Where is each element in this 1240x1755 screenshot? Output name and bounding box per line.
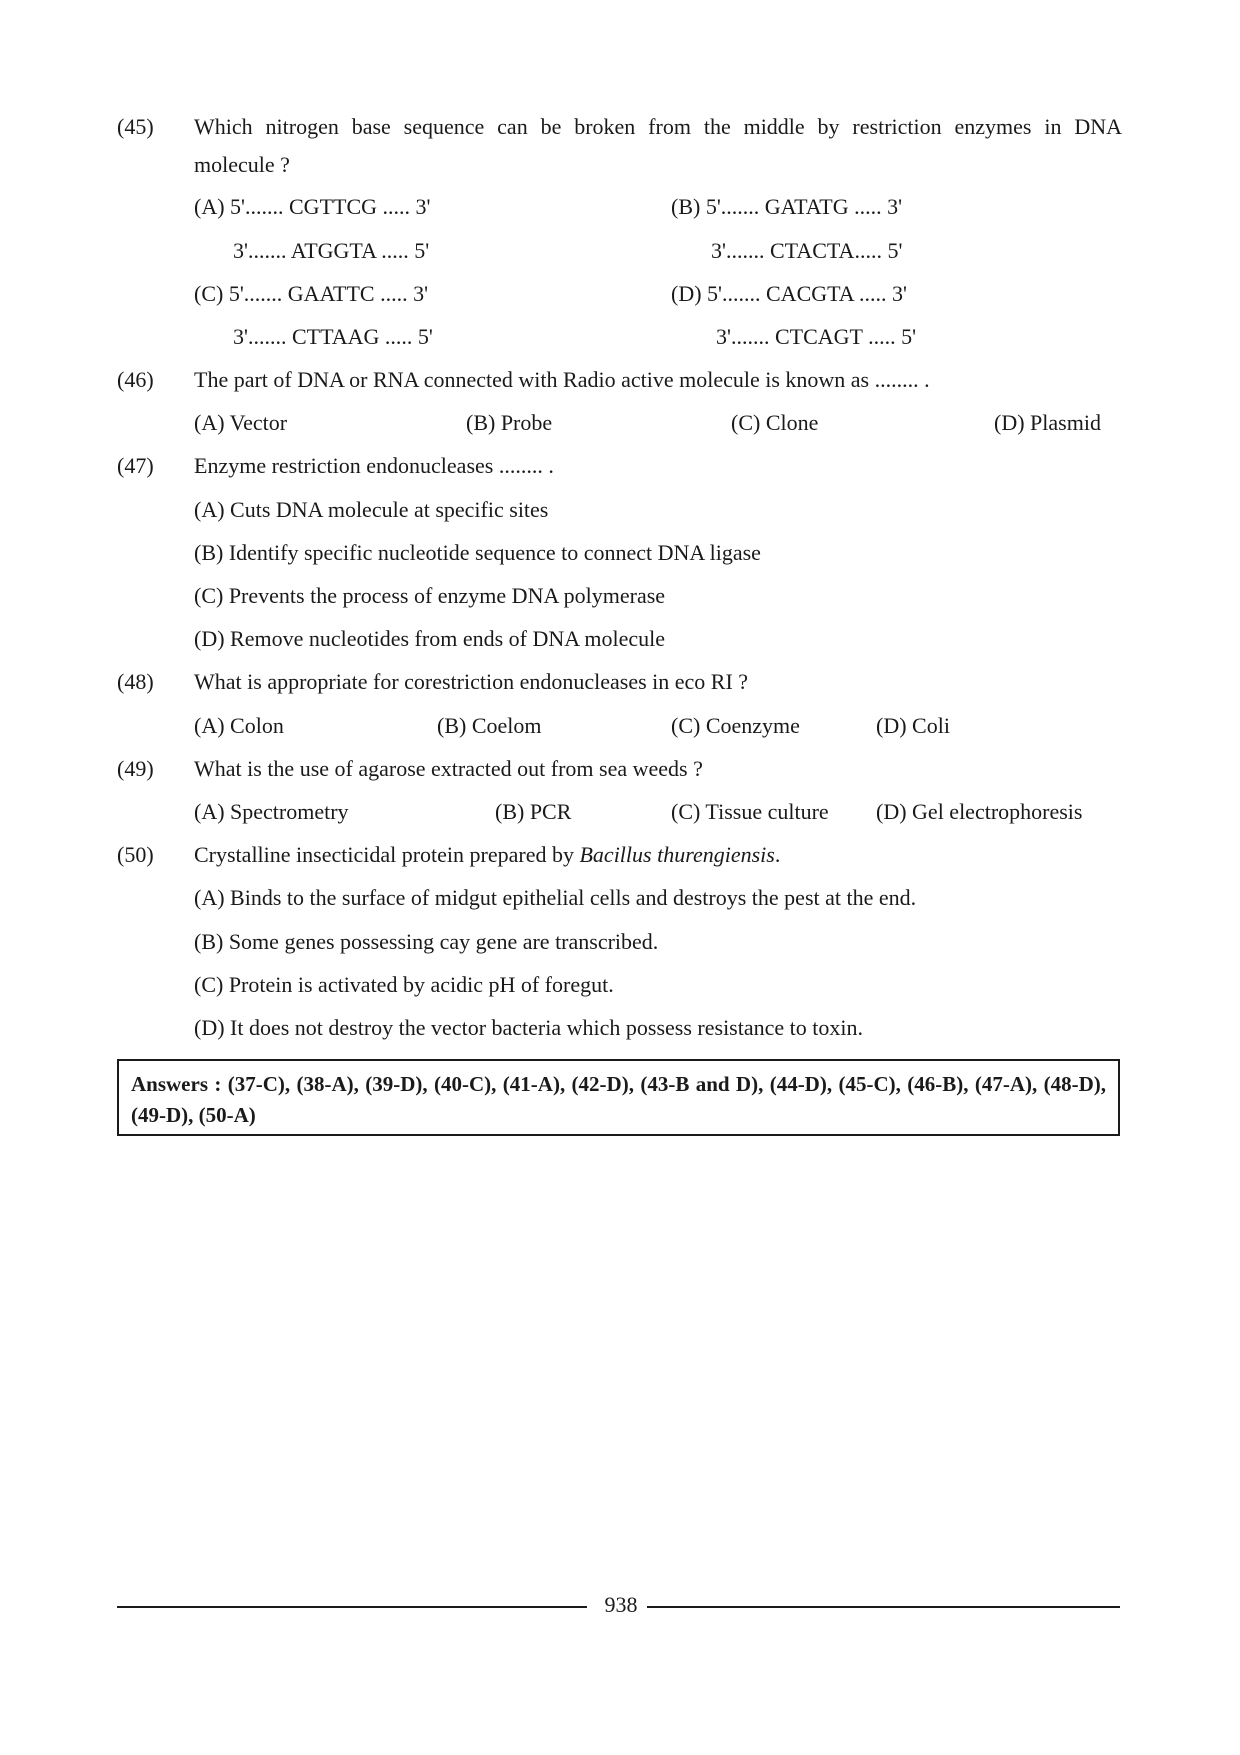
- question-47-option-c: (C) Prevents the process of enzyme DNA polymerase: [194, 583, 666, 608]
- question-50-option-a: (A) Binds to the surface of midgut epithelial cells and destroys the pest at the end.: [194, 885, 917, 910]
- question-47-number: (47): [117, 453, 154, 478]
- question-45-option-c-line2: 3'....... CTTAAG ..... 5': [233, 324, 433, 349]
- page-number: 938: [604, 1592, 638, 1617]
- question-49-option-c: (C) Tissue culture: [671, 799, 829, 824]
- question-45-option-a-line1: (A) 5'....... CGTTCG ..... 3': [194, 194, 431, 219]
- question-47-text: Enzyme restriction endonucleases ........ .: [194, 453, 554, 478]
- question-49-option-d: (D) Gel electrophoresis: [876, 799, 1083, 824]
- question-49-option-b: (B) PCR: [495, 799, 572, 824]
- question-45-number: (45): [117, 114, 154, 139]
- question-50-text-prefix: Crystalline insecticidal protein prepared by: [194, 842, 580, 867]
- question-48-option-b: (B) Coelom: [437, 713, 542, 738]
- question-46-option-a: (A) Vector: [194, 410, 288, 435]
- question-50-option-c: (C) Protein is activated by acidic pH of foregut.: [194, 972, 614, 997]
- answers-box: Answers : (37-C), (38-A), (39-D), (40-C), (41-A), (42-D), (43-B and D), (44-D), (45-C), (46-B), (47-A), (48-D), (49-D), (50-A): [117, 1059, 1120, 1136]
- question-48-option-d: (D) Coli: [876, 713, 950, 738]
- question-45-text: [194, 108, 1122, 184]
- question-50-text-italic: Bacillus thurengiensis: [579, 842, 775, 867]
- question-50-text: [194, 841, 780, 869]
- question-48-option-c: (C) Coenzyme: [671, 713, 800, 738]
- question-46-text: The part of DNA or RNA connected with Radio active molecule is known as ........ .: [194, 367, 930, 392]
- question-45-option-c-line1: (C) 5'....... GAATTC ..... 3': [194, 281, 429, 306]
- question-47-option-d: (D) Remove nucleotides from ends of DNA molecule: [194, 626, 666, 651]
- question-49-option-a: (A) Spectrometry: [194, 799, 349, 824]
- question-47-option-b: (B) Identify specific nucleotide sequence to connect DNA ligase: [194, 540, 761, 565]
- question-47-option-a: (A) Cuts DNA molecule at specific sites: [194, 497, 549, 522]
- question-50-option-b: (B) Some genes possessing cay gene are transcribed.: [194, 929, 659, 954]
- footer-rule-right: [647, 1606, 1120, 1608]
- footer-rule-left: [117, 1606, 587, 1608]
- question-45-text-line1: Which nitrogen base sequence can be broken from the middle by restriction enzymes in DNA: [194, 114, 1122, 139]
- question-45-text-line2: molecule ?: [194, 152, 290, 177]
- question-50-text-suffix: .: [774, 842, 781, 867]
- question-46-option-c: (C) Clone: [731, 410, 819, 435]
- question-45-option-d-line1: (D) 5'....... CACGTA ..... 3': [671, 281, 907, 306]
- question-48-text: What is appropriate for corestriction endonucleases in eco RI ?: [194, 669, 749, 694]
- question-46-number: (46): [117, 367, 154, 392]
- question-46-option-d: (D) Plasmid: [994, 410, 1101, 435]
- question-48-option-a: (A) Colon: [194, 713, 284, 738]
- question-50-option-d: (D) It does not destroy the vector bacteria which possess resistance to toxin.: [194, 1015, 863, 1040]
- question-45-option-b-line1: (B) 5'....... GATATG ..... 3': [671, 194, 903, 219]
- question-49-text: What is the use of agarose extracted out from sea weeds ?: [194, 756, 703, 781]
- question-45-option-a-line2: 3'....... ATGGTA ..... 5': [233, 238, 430, 263]
- question-49-number: (49): [117, 756, 154, 781]
- question-48-number: (48): [117, 669, 154, 694]
- question-45-option-b-line2: 3'....... CTACTA..... 5': [711, 238, 903, 263]
- question-45-option-d-line2: 3'....... CTCAGT ..... 5': [716, 324, 917, 349]
- question-46-option-b: (B) Probe: [466, 410, 553, 435]
- question-50-number: (50): [117, 842, 154, 867]
